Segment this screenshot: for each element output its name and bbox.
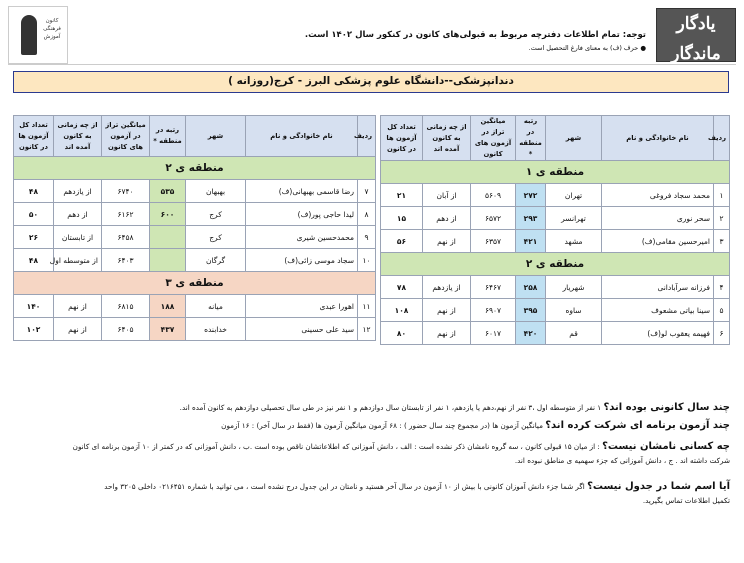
region-label: منطقه ی ۱ [381, 161, 730, 184]
cell-row: ۱۱ [358, 295, 376, 318]
cell-avg: ۶۴۰۳ [102, 249, 150, 272]
col-avg: میانگین تراز در آزمون های کانون [471, 116, 516, 161]
cell-total: ۱۵ [381, 207, 423, 230]
cell-city: خدابنده [186, 318, 246, 341]
cell-rank: ۴۲۰ [516, 322, 546, 345]
cell-total: ۱۰۸ [381, 299, 423, 322]
cell-name: رضا قاسمی بهبهانی(ف) [246, 180, 358, 203]
col-rank: رتبه در منطقه * [516, 116, 546, 161]
cell-city: ساوه [546, 299, 602, 322]
cell-rank: ۵۳۵ [150, 180, 186, 203]
info-a3b: شرکت داشته اند . ج ، دانش آموزانی که جزء سهمیه ی مناطق نبوده اند. [514, 456, 730, 465]
table-header-row [14, 116, 376, 157]
info-a4b: تکمیل اطلاعات تماس بگیرید. [642, 496, 730, 505]
cell-since: از نهم [423, 299, 471, 322]
cell-city: میانه [186, 295, 246, 318]
cell-total: ۱۰۲ [14, 318, 54, 341]
col-city: شهر [186, 116, 246, 157]
cell-rank: ۲۹۳ [516, 207, 546, 230]
cell-city: تهران [546, 184, 602, 207]
cell-city: گرگان [186, 249, 246, 272]
notice-text: توجه: تمام اطلاعات دفترچه مربوط به قبولی‌های کانون در کنکور سال ۱۴۰۲ است. [304, 30, 646, 40]
table-row [381, 184, 730, 207]
cell-city: تهرانسر [546, 207, 602, 230]
col-rank: رتبه در منطقه * [150, 116, 186, 157]
cell-name: فرزانه سرآبادانی [602, 276, 714, 299]
cell-avg: ۶۰۱۷ [471, 322, 516, 345]
cell-since: از یازدهم [423, 276, 471, 299]
cell-since: از نهم [54, 318, 102, 341]
table-row [381, 276, 730, 299]
cell-since: از نهم [54, 295, 102, 318]
table-row [381, 322, 730, 345]
info-contact [14, 481, 730, 505]
cell-name: امیرحسین مقامی(ف) [602, 230, 714, 253]
cell-city: شهریار [546, 276, 602, 299]
cell-total: ۲۶ [14, 226, 54, 249]
cell-rank: ۱۸۸ [150, 295, 186, 318]
cell-avg: ۶۵۷۲ [471, 207, 516, 230]
cell-row: ۲ [714, 207, 730, 230]
cell-total: ۵۰ [14, 203, 54, 226]
info-q1: چند سال کانونی بوده اند؟ [603, 402, 730, 413]
region-header [381, 161, 730, 184]
info-a2: میانگین آزمون ها (در مجموع چند سال حضور ) : ۶۸ آزمون میانگین آزمون ها (فقط در سال آخر) : ۱۶ آزمون [221, 421, 546, 430]
kanoon-logo [8, 6, 68, 64]
col-row: ردیف [714, 116, 730, 161]
cell-since: از نهم [423, 230, 471, 253]
header-divider [8, 64, 736, 65]
info-missing [14, 441, 730, 465]
col-total: تعداد کل آزمون ها در کانون [381, 116, 423, 161]
cell-avg: ۶۳۵۷ [471, 230, 516, 253]
cell-avg: ۶۴۰۵ [102, 318, 150, 341]
cell-avg: ۵۶۰۹ [471, 184, 516, 207]
col-total: تعداد کل آزمون ها در کانون [14, 116, 54, 157]
cell-avg: ۶۴۶۷ [471, 276, 516, 299]
cell-city: مشهد [546, 230, 602, 253]
info-exams [14, 420, 730, 431]
cell-since: از نهم [423, 322, 471, 345]
table-row [14, 318, 376, 341]
cell-total: ۱۴۰ [14, 295, 54, 318]
cell-rank: ۴۳۷ [150, 318, 186, 341]
cell-since: از یازدهم [54, 180, 102, 203]
cell-row: ۱۲ [358, 318, 376, 341]
brand-badge [656, 8, 736, 62]
table-row [381, 299, 730, 322]
cell-rank: ۳۹۵ [516, 299, 546, 322]
cell-name: محمد سجاد فروغی [602, 184, 714, 207]
region-header [14, 157, 376, 180]
col-avg: میانگین تراز در آزمون های کانون [102, 116, 150, 157]
region-header [381, 253, 730, 276]
cell-rank: ۲۷۲ [516, 184, 546, 207]
cell-city: قم [546, 322, 602, 345]
col-name: نام خانوادگی و نام [602, 116, 714, 161]
cell-since: از متوسطه اول [54, 249, 102, 272]
col-row: ردیف [358, 116, 376, 157]
cell-name: لیدا حاجی پور(ف) [246, 203, 358, 226]
cell-avg: ۶۹۰۷ [471, 299, 516, 322]
cell-avg: ۶۱۶۲ [102, 203, 150, 226]
cell-since: از آبان [423, 184, 471, 207]
cell-row: ۳ [714, 230, 730, 253]
info-a1: ۱ نفر از متوسطه اول ،۳ نفر از نهم،دهم یا یازدهم، ۱ نفر از تابستان سال دوازدهم و ۱ نفر نیز در طی سال تحصیلی دوازدهم به کانون آمده اند. [179, 403, 604, 412]
cell-since: از دهم [54, 203, 102, 226]
cell-avg: ۶۸۱۵ [102, 295, 150, 318]
cell-avg: ۶۷۴۰ [102, 180, 150, 203]
cell-row: ۱ [714, 184, 730, 207]
region-header [14, 272, 376, 295]
cell-total: ۲۱ [381, 184, 423, 207]
col-since: از چه زمانی به کانون آمده اند [54, 116, 102, 157]
cell-since: از تابستان [54, 226, 102, 249]
cell-row: ۶ [714, 322, 730, 345]
logo-text: کانون فرهنگی آموزش [43, 18, 61, 40]
cell-row: ۱۰ [358, 249, 376, 272]
cell-rank: ۶۰۰ [150, 203, 186, 226]
brand-title: یادگار ماندگار [671, 14, 721, 64]
cell-name: سینا بیاتی مشعوف [602, 299, 714, 322]
cell-rank: ۴۲۱ [516, 230, 546, 253]
cell-name: محمدحسین شیری [246, 226, 358, 249]
cell-since: از دهم [423, 207, 471, 230]
region-label: منطقه ی ۲ [14, 157, 376, 180]
col-since: از چه زمانی به کانون آمده اند [423, 116, 471, 161]
cell-city: بهبهان [186, 180, 246, 203]
cell-rank [150, 226, 186, 249]
cell-rank: ۲۵۸ [516, 276, 546, 299]
table-row [14, 203, 376, 226]
info-years [14, 402, 730, 413]
info-q2: چند آزمون برنامه ای شرکت کرده اند؟ [545, 420, 730, 431]
cell-city: کرج [186, 226, 246, 249]
cell-total: ۸۰ [381, 322, 423, 345]
graduate-figure-icon [21, 15, 37, 55]
cell-row: ۴ [714, 276, 730, 299]
table-row [381, 230, 730, 253]
left-results-table [13, 115, 376, 341]
cell-total: ۴۸ [14, 249, 54, 272]
footnote-text: ● حرف (ف) به معنای فارغ التحصیل است. [528, 44, 646, 52]
page-title: دندانپزشکی--دانشگاه علوم پزشکی البرز - کرج(روزانه ) [13, 71, 729, 93]
region-label: منطقه ی ۳ [14, 272, 376, 295]
table-row [14, 249, 376, 272]
cell-row: ۷ [358, 180, 376, 203]
cell-name: سحر نوری [602, 207, 714, 230]
cell-total: ۷۸ [381, 276, 423, 299]
cell-name: سجاد موسی زائی(ف) [246, 249, 358, 272]
info-q3: چه کسانی نامشان نیست؟ [602, 441, 730, 452]
col-name: نام خانوادگی و نام [246, 116, 358, 157]
col-city: شهر [546, 116, 602, 161]
cell-total: ۵۶ [381, 230, 423, 253]
cell-name: سید علی حسینی [246, 318, 358, 341]
cell-total: ۴۸ [14, 180, 54, 203]
cell-name: فهیمه یعقوب لو(ف) [602, 322, 714, 345]
table-header-row [381, 116, 730, 161]
table-row [381, 207, 730, 230]
region-label: منطقه ی ۲ [381, 253, 730, 276]
cell-row: ۹ [358, 226, 376, 249]
table-row [14, 180, 376, 203]
table-row [14, 295, 376, 318]
table-row [14, 226, 376, 249]
info-q4: آیا اسم شما در جدول نیست؟ [587, 481, 730, 492]
cell-name: اهورا عبدی [246, 295, 358, 318]
cell-avg: ۶۴۵۸ [102, 226, 150, 249]
cell-rank [150, 249, 186, 272]
cell-row: ۵ [714, 299, 730, 322]
cell-row: ۸ [358, 203, 376, 226]
info-a4: اگر شما جزء دانش آموزان کانونی با بیش از ۱۰ آزمون در سال آخر هستید و نامتان در این جدول درج نشده است ، می توانید با شماره ۰۲۱۶۴۵۱ داخلی ۳۲۰۵ واحد [104, 482, 588, 491]
cell-city: کرج [186, 203, 246, 226]
info-a3: : از میان ۱۵ قبولی کانون ، سه گروه نامشان ذکر نشده است : الف ، دانش آموزانی که اطلاعاتشان ناقص بوده است .ب ، دانش آموزانی که در کمتر از ۱۰ آزمون برنامه ای کانون [72, 442, 603, 451]
right-results-table [380, 115, 730, 345]
